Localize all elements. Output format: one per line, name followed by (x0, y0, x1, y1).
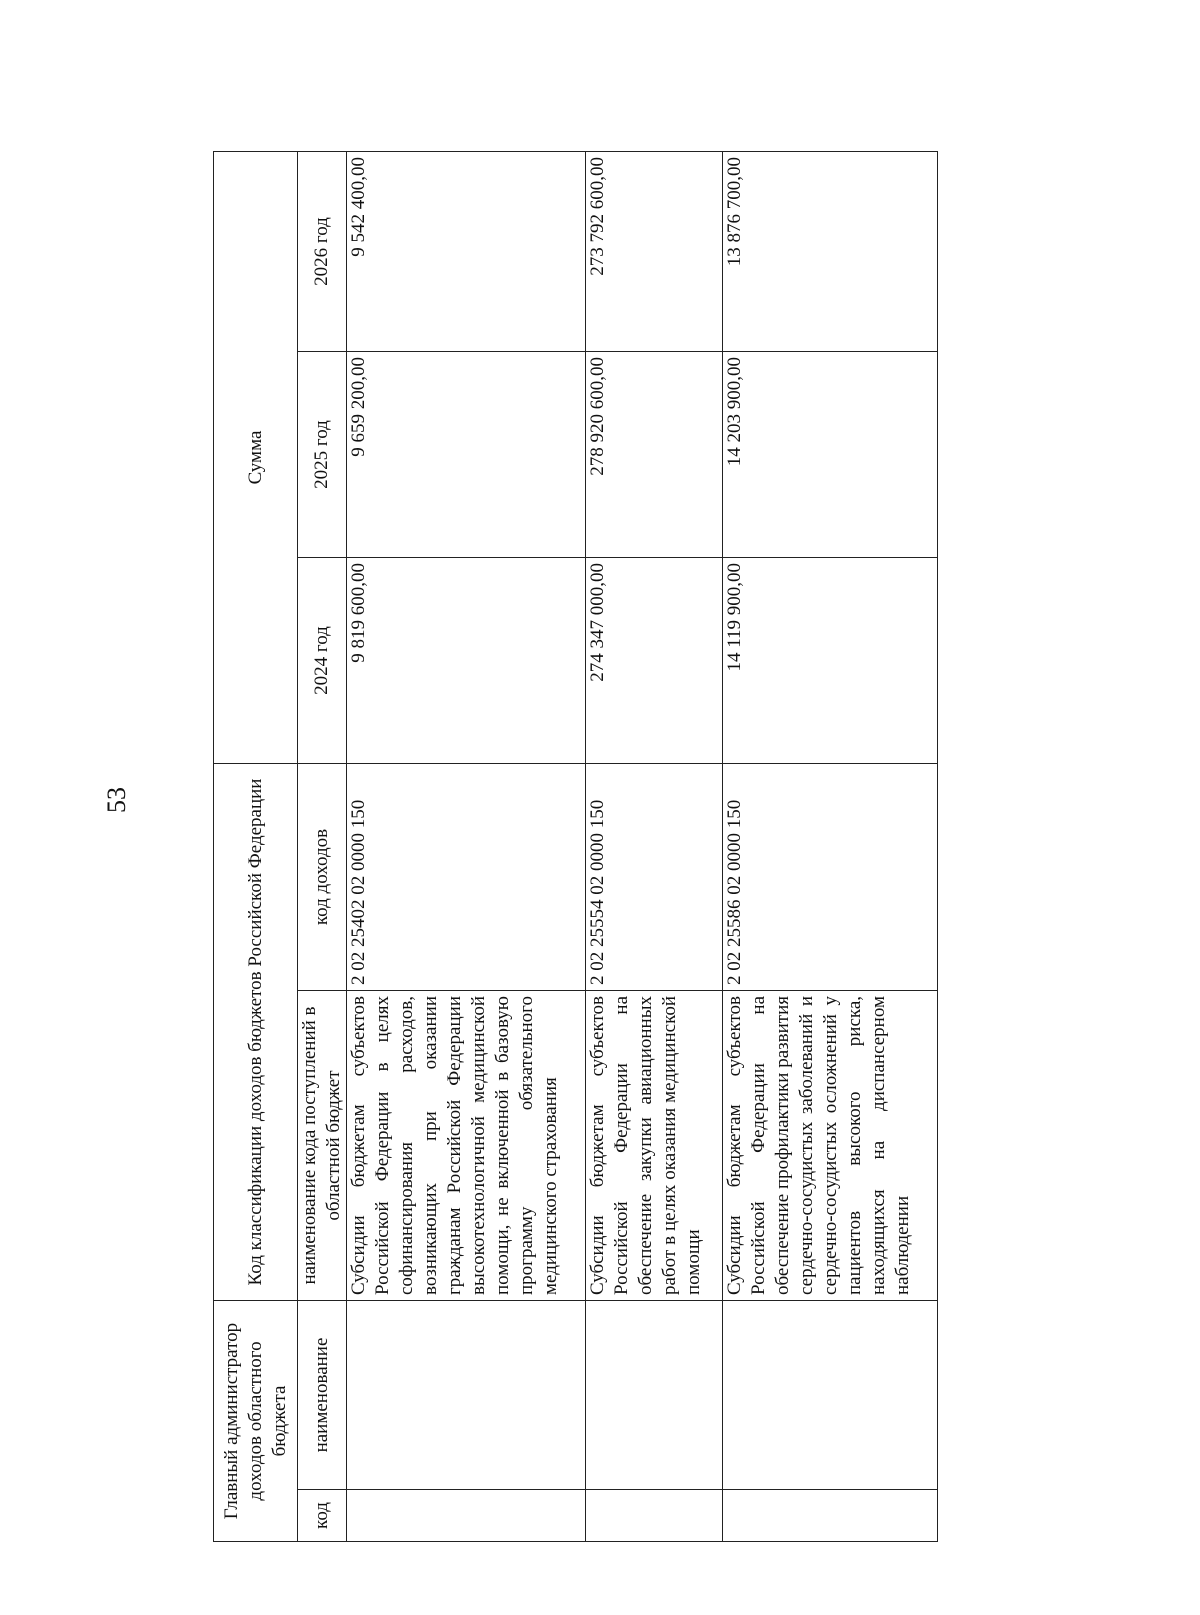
amount-2025-cell: 9 659 200,00 (347, 352, 586, 558)
header-income-code: код доходов (298, 764, 347, 991)
rotated-table-wrapper (213, 152, 935, 1542)
admin-code-cell (723, 1490, 938, 1542)
amount-2026-cell: 13 876 700,00 (723, 151, 938, 351)
admin-code-cell (586, 1490, 723, 1542)
description-cell: Субсидии бюджетам субъектов Российской Федерации в целях софинансирования расходов, возникающих при оказании гражданам Российской Федерации высокотехнологичной медицинской помощи, не включенной в базовую программу обязательного медицинского страхования (347, 991, 586, 1301)
admin-name-cell (347, 1301, 586, 1490)
admin-name-cell (586, 1301, 723, 1490)
header-row-columns (298, 151, 347, 1541)
admin-name-cell (723, 1301, 938, 1490)
amount-2026-cell: 273 792 600,00 (586, 151, 723, 351)
table-row (723, 151, 938, 1541)
amount-2024-cell: 9 819 600,00 (347, 558, 586, 764)
income-code-cell: 2 02 25554 02 0000 150 (586, 764, 723, 991)
header-year-2025: 2025 год (298, 352, 347, 558)
header-kbk-group: Код классификации доходов бюджетов Российской Федерации (214, 764, 298, 1301)
table-row (586, 151, 723, 1541)
page-number: 53 (102, 787, 131, 813)
amount-2025-cell: 278 920 600,00 (586, 352, 723, 558)
header-admin-group: Главный администратор доходов областного бюджета (214, 1301, 298, 1542)
header-name: наименование (298, 1301, 347, 1490)
admin-code-cell (347, 1490, 586, 1542)
header-year-2026: 2026 год (298, 151, 347, 351)
amount-2024-cell: 274 347 000,00 (586, 558, 723, 764)
description-cell: Субсидии бюджетам субъектов Российской Федерации на обеспечение профилактики развития сердечно-сосудистых заболеваний и сердечно-сосудистых осложнений у пациентов высокого риска, находящихся на диспансерном наблюдении (723, 991, 938, 1301)
header-year-2024: 2024 год (298, 558, 347, 764)
income-table (213, 151, 938, 1542)
amount-2026-cell: 9 542 400,00 (347, 151, 586, 351)
header-code: код (298, 1490, 347, 1542)
table-row (347, 151, 586, 1541)
amount-2024-cell: 14 119 900,00 (723, 558, 938, 764)
header-sum-group: Сумма (214, 151, 298, 763)
description-cell: Субсидии бюджетам субъектов Российской Федерации на обеспечение закупки авиационных работ в целях оказания медицинской помощи (586, 991, 723, 1301)
income-code-cell: 2 02 25586 02 0000 150 (723, 764, 938, 991)
header-income-name: наименование кода поступлений в областной бюджет (298, 991, 347, 1301)
amount-2025-cell: 14 203 900,00 (723, 352, 938, 558)
income-code-cell: 2 02 25402 02 0000 150 (347, 764, 586, 991)
header-row-groups (214, 151, 298, 1541)
